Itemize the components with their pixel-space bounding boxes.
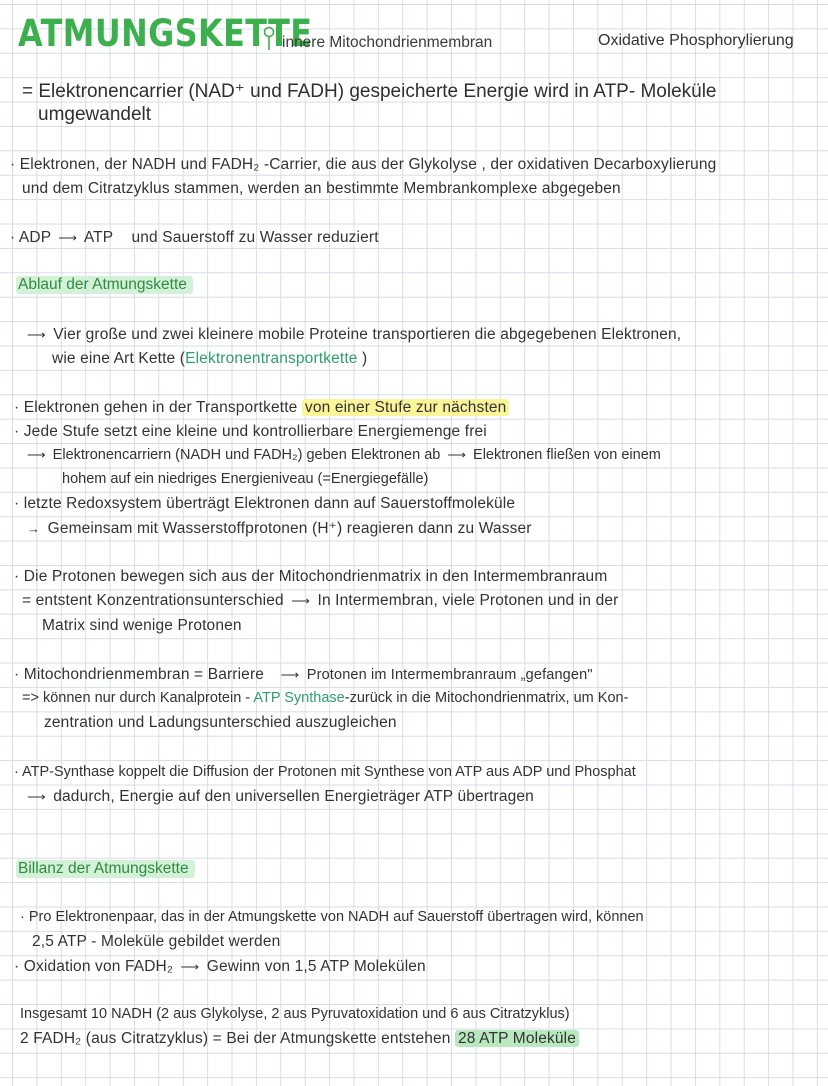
ablauf-line-8-text: Gemeinsam mit Wasserstoffprotonen (H⁺) reagieren dann zu Wasser bbox=[47, 520, 532, 537]
atp-text: ATP bbox=[83, 229, 113, 246]
billanz-line-5a: 2 FADH₂ (aus Citratzyklus) = Bei der Atmungskette entstehen bbox=[20, 1030, 451, 1047]
adp-text: · ADP bbox=[10, 229, 51, 246]
ablauf-line-10b: In Intermembran, viele Protonen und in der bbox=[317, 592, 619, 609]
ablauf-line-16-text: dadurch, Energie auf den universellen Energieträger ATP übertragen bbox=[53, 788, 534, 805]
arrow-right-icon: ⟶ bbox=[58, 230, 78, 245]
elektronentransportkette-term: Elektronentransportkette bbox=[185, 350, 358, 367]
ablauf-line-1-text: Vier große und zwei kleinere mobile Proteine transportieren die abgegebenen Elektronen, bbox=[53, 326, 682, 343]
intro-line-2: und dem Citratzyklus stammen, werden an bestimmte Membrankomplexe abgegeben bbox=[22, 180, 621, 197]
ablauf-line-5b: Elektronen fließen von einem bbox=[473, 447, 661, 463]
section-heading-ablauf bbox=[16, 276, 193, 294]
ablauf-line-2a: wie eine Art Kette ( bbox=[52, 350, 186, 367]
ablauf-line-14: zentration und Ladungsunterschied auszugleichen bbox=[44, 714, 397, 731]
ablauf-line-10 bbox=[22, 592, 618, 610]
ablauf-line-5a: Elektronencarriern (NADH und FADH₂) geben Elektronen ab bbox=[52, 447, 441, 463]
ablauf-line-2c: ) bbox=[362, 350, 368, 367]
ablauf-line-12a: · Mitochondrienmembran = Barriere bbox=[14, 666, 265, 683]
highlight-28-atp: 28 ATP Moleküle bbox=[455, 1030, 579, 1047]
ablauf-line-13a: => können nur durch Kanalprotein - bbox=[22, 690, 251, 706]
ablauf-line-2 bbox=[52, 350, 367, 368]
atp-synthase-term: ATP Synthase bbox=[253, 690, 345, 706]
billanz-line-3b: Gewinn von 1,5 ATP Molekülen bbox=[206, 958, 426, 975]
ablauf-line-12b: Protonen im Intermembranraum „gefangen" bbox=[306, 667, 593, 683]
ablauf-line-1 bbox=[24, 326, 681, 344]
ablauf-line-3a: · Elektronen gehen in der Transportkette bbox=[14, 399, 298, 416]
ablauf-line-8 bbox=[24, 519, 532, 538]
intro-adp-line bbox=[10, 229, 379, 247]
billanz-line-3a: · Oxidation von FADH₂ bbox=[14, 958, 174, 975]
definition-line-2: umgewandelt bbox=[38, 104, 152, 125]
arrow-right-icon: ⟶ bbox=[280, 667, 300, 682]
arrow-right-icon: ⟶ bbox=[291, 593, 311, 608]
highlight-stufe: von einer Stufe zur nächsten bbox=[302, 399, 510, 416]
ablauf-line-10a: = entstent Konzentrationsunterschied bbox=[22, 592, 284, 609]
right-title: Oxidative Phosphorylierung bbox=[598, 32, 794, 49]
heading-ablauf-text: Ablauf der Atmungskette bbox=[16, 276, 193, 294]
billanz-line-2: 2,5 ATP - Moleküle gebildet werden bbox=[32, 933, 281, 950]
page-title: ATMUNGSKETTE bbox=[18, 12, 313, 55]
reduction-text: und Sauerstoff zu Wasser reduziert bbox=[131, 229, 379, 246]
ablauf-line-16 bbox=[24, 788, 534, 806]
section-heading-billanz bbox=[16, 860, 195, 878]
arrow-right-icon: ⟶ bbox=[27, 789, 46, 804]
pin-icon bbox=[262, 26, 276, 52]
arrow-right-icon: ⟶ bbox=[180, 959, 200, 974]
heading-billanz-text: Billanz der Atmungskette bbox=[16, 860, 195, 878]
ablauf-line-6: hohem auf ein niedriges Energieniveau (=Energiegefälle) bbox=[62, 471, 429, 487]
ablauf-line-13 bbox=[22, 690, 628, 706]
billanz-line-5 bbox=[20, 1030, 579, 1048]
arrow-right-icon: ⟶ bbox=[27, 447, 46, 462]
arrow-right-icon: → bbox=[27, 521, 41, 536]
ablauf-line-15: · ATP-Synthase koppelt die Diffusion der Protonen mit Synthese von ATP aus ADP und Phosphat bbox=[14, 764, 636, 780]
ablauf-line-3 bbox=[14, 399, 509, 417]
billanz-line-3 bbox=[14, 958, 426, 976]
ablauf-line-12 bbox=[14, 666, 593, 684]
arrow-right-icon: ⟶ bbox=[447, 447, 466, 462]
arrow-right-icon: ⟶ bbox=[27, 327, 46, 342]
ablauf-line-13c: -zurück in die Mitochondrienmatrix, um Kon- bbox=[344, 690, 629, 706]
billanz-line-4: Insgesamt 10 NADH (2 aus Glykolyse, 2 aus Pyruvatoxidation und 6 aus Citratzyklus) bbox=[20, 1006, 570, 1022]
billanz-line-1: · Pro Elektronenpaar, das in der Atmungskette von NADH auf Sauerstoff übertragen wird, können bbox=[20, 909, 644, 925]
ablauf-line-5 bbox=[24, 447, 661, 463]
ablauf-line-7: · letzte Redoxsystem überträgt Elektronen dann auf Sauerstoffmoleküle bbox=[14, 495, 516, 512]
intro-line-1: · Elektronen, der NADH und FADH₂ -Carrier, die aus der Glykolyse , der oxidativen Decarboxylierung bbox=[10, 156, 717, 173]
location-label: innere Mitochondrienmembran bbox=[282, 34, 493, 51]
ablauf-line-11: Matrix sind wenige Protonen bbox=[42, 617, 242, 634]
ablauf-line-4: · Jede Stufe setzt eine kleine und kontrollierbare Energiemenge frei bbox=[14, 423, 487, 440]
definition-line-1: = Elektronencarrier (NAD⁺ und FADH) gespeicherte Energie wird in ATP- Moleküle bbox=[22, 81, 717, 102]
ablauf-line-9: · Die Protonen bewegen sich aus der Mitochondrienmatrix in den Intermembranraum bbox=[14, 568, 608, 585]
